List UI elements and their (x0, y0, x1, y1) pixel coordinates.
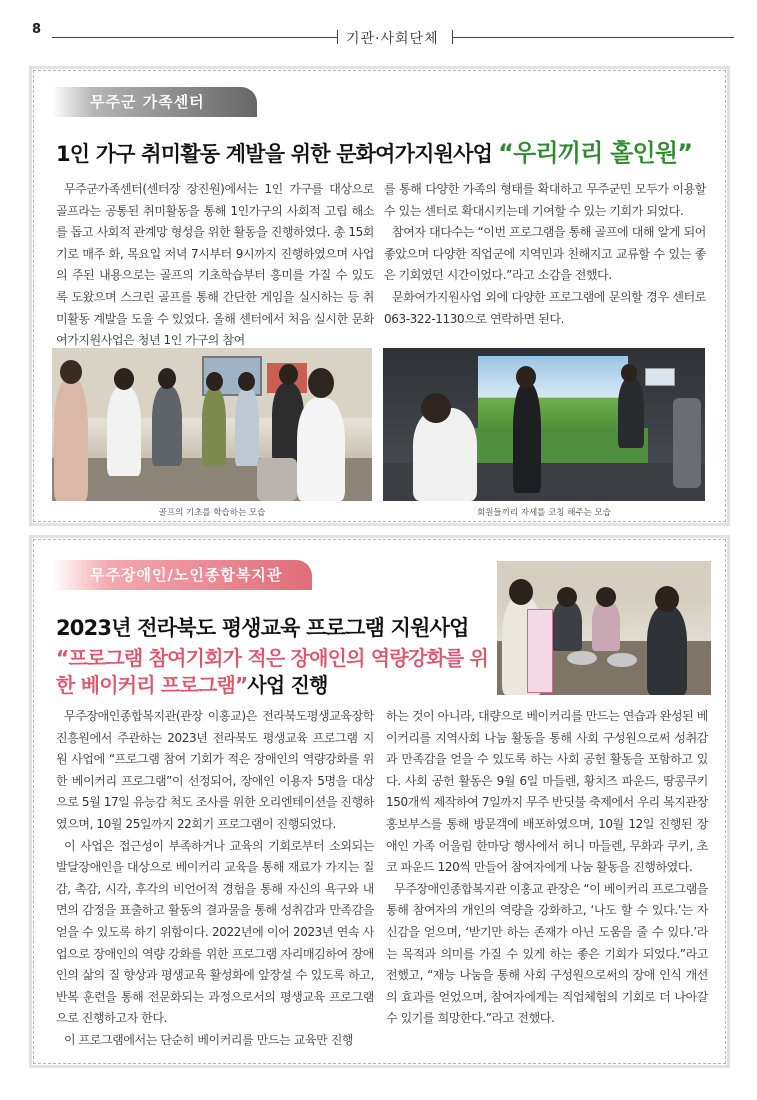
header-rule-right (453, 37, 734, 38)
photo-caption: 골프의 기초를 학습하는 모습 (158, 508, 266, 518)
paragraph: 참여자 대다수는 “이번 프로그램을 통해 골프에 대해 알게 되어 좋았으며 다양한 직업군에 지역민과 친해지고 교류할 수 있는 좋은 기회였던 시간이었다.”라고 소감을 전했다. (384, 225, 706, 283)
article-subtitle-tail: 사업 진행 (247, 673, 328, 697)
paragraph: 를 통해 다양한 가족의 형태를 확대하고 무주군민 모두가 이용할 수 있는 센터로 확대시키는데 기여할 수 있는 기회가 되었다. (384, 182, 706, 218)
article-column-left (56, 179, 374, 352)
article-subtitle-highlight: “프로그램 참여기회가 적은 장애인의 역량강화를 위한 베이커리 프로그램” (56, 646, 489, 697)
photo-caption: 회원들끼리 자세를 코칭 해주는 모습 (477, 508, 611, 518)
article-column-right (384, 179, 706, 330)
organization-tag: 무주군 가족센터 (52, 87, 257, 117)
bakery-class-photo (497, 561, 711, 695)
article-family-center (33, 70, 726, 522)
paragraph: 문화여가지원사업 외에 다양한 프로그램에 문의할 경우 센터로 063-322-1130으로 연락하면 된다. (384, 289, 706, 326)
section-title: 기관·사회단체 (346, 31, 439, 47)
article-title: 2023년 전라북도 평생교육 프로그램 지원사업 (56, 616, 469, 640)
article-subtitle (56, 645, 496, 699)
header-rule-left (52, 37, 337, 38)
article-column-right (386, 706, 708, 1030)
article-welfare-center (33, 539, 726, 1064)
page-header (28, 20, 734, 50)
header-tick-left (337, 30, 338, 44)
organization-tag: 무주장애인/노인종합복지관 (52, 560, 312, 590)
article-title-quote: “우리끼리 홀인원” (498, 139, 693, 167)
paragraph: 하는 것이 아니라, 대량으로 베이커리를 만드는 연습과 완성된 베이커리를 지역사회 나눔 활동을 통해 사회 구성원으로써 성취감과 만족감을 얻을 수 있도록 하는 사회 공헌 활동을 포함하고 있다. 사회 공헌 활동은 9월 6일 마들렌, 황치즈 파운드, 땅콩쿠키 150개씩 제작하여 7일까지 무주 반딧불 축제에서 우리 복지관장 홍보부스를 통해 방문객에 배포하였으며, 10월 12일 진행된 장애인 가족 어울림 한마당 행사에서 허니 마들렌, 무화과 쿠키, 초코 파운드 120씩 만들어 참여자에게 나눔 활동을 진행하였다. (386, 709, 708, 875)
screen-golf-photo (383, 348, 705, 501)
article-title (56, 133, 692, 168)
page-number: 8 (32, 22, 42, 37)
paragraph: 무주장애인종합복지관(관장 이홍교)은 전라북도평생교육장학진흥원에서 주관하는 2023년 전라북도 평생교육 프로그램 지원 사업에 “프로그램 참여 기회가 적은 장애인의 역량강화를 위한 베이커리 프로그램”이 선정되어, 장애인 이용자 5명을 대상으로 5월 17일 유능감 척도 조사를 위한 오리엔테이션을 진행하였으며, 10월 25일까지 22회기 프로그램이 진행되었다. (56, 709, 374, 831)
paragraph: 무주군가족센터(센터장 장진원)에서는 1인 가구를 대상으로 골프라는 공통된 취미활동을 통해 1인가구의 사회적 고립 해소를 돕고 사회적 관계망 형성을 위한 활동을 진행하였다. 총 15회기로 매주 화, 목요일 저녁 7시부터 9시까지 진행하였으며 사업의 주된 내용으로는 골프의 기초학습부터 흥미를 가질 수 있도록 도왔으며 스크린 골프를 통해 간단한 게임을 실시하는 등 취미활동 계발을 도울 수 있었다. 올해 센터에서 처음 실시한 문화여가지원사업은 청년 1인 가구의 참여 (56, 182, 374, 348)
golf-lesson-photo (52, 348, 372, 501)
paragraph: 무주장애인종합복지관 이홍교 관장은 “이 베이커리 프로그램을 통해 참여자의 개인의 역량을 강화하고, ‘나도 할 수 있다.’는 자신감을 얻으며, ‘받기만 하는 존재가 아닌 도움을 줄 수 있다.’라는 목적과 의미를 가질 수 있게 하는 좋은 기회가 되었다.”라고 전했고, “재능 나눔을 통해 사회 구성원으로써의 장애 인식 개선의 효과를 얻었으며, 참여자에게는 직업체험의 기회로 더 나아갈 수 있기를 희망한다.”라고 전했다. (386, 881, 708, 1026)
article-column-left (56, 706, 374, 1052)
paragraph: 이 사업은 접근성이 부족하거나 교육의 기회로부터 소외되는 발달장애인을 대상으로 베이커리 교육을 통해 재료가 가지는 질감, 촉감, 시각, 후각의 비언어적 경험을 통해 자신의 욕구와 내면의 감정을 표출하고 활동의 결과물을 통해 성취감과 만족감을 얻을 수 있도록 하기 위함이다. 2022년에 이어 2023년 연속 사업으로 장애인의 역량 강화를 위한 프로그램 자리매김하여 장애인의 삶의 질 향상과 평생교육 활성화에 앞장설 수 있도록 하고, 반복 훈련을 통해 전문화되는 과정으로서의 평생교육 프로그램으로 진행하고자 한다. (56, 838, 374, 1026)
article-title-text: 1인 가구 취미활동 계발을 위한 문화여가지원사업 (56, 142, 493, 166)
paragraph: 이 프로그램에서는 단순히 베이커리를 만드는 교육만 진행 (64, 1032, 354, 1047)
